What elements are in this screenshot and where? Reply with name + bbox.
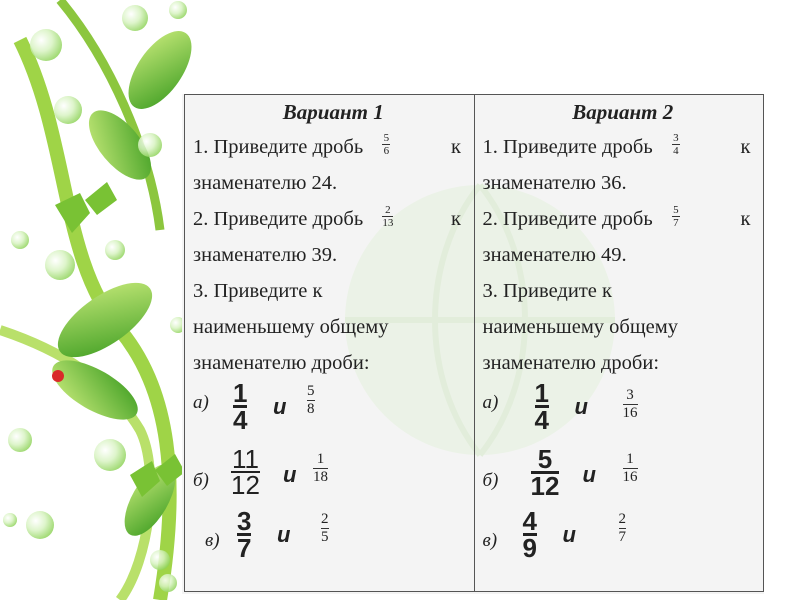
v2-item-b-conj: и [582, 462, 596, 487]
denominator: 7 [237, 533, 252, 563]
v1-task3-line3: знаменателю дроби: [193, 352, 370, 374]
numerator: 2 [618, 511, 626, 527]
v1-item-c-frac2 [321, 511, 329, 546]
denominator: 18 [313, 469, 328, 485]
v1-item-b-frac2 [313, 451, 328, 486]
v2-item-b-label: б) [482, 470, 499, 491]
v2-item-c-frac1 [522, 506, 537, 563]
denominator: 13 [382, 216, 394, 229]
numerator: 1 [233, 378, 248, 408]
numerator: 1 [316, 451, 325, 467]
v2-task1-cont: знаменателю 36. [482, 172, 627, 194]
v1-item-c-frac1 [237, 506, 252, 563]
v1-item-c-conj: и [277, 522, 291, 547]
v2-item-b-frac1 [530, 444, 560, 501]
v2-task3-line1: 3. Приведите к [482, 280, 612, 302]
denominator: 4 [673, 144, 679, 157]
v2-item-b-frac2 [623, 451, 638, 486]
numerator: 11 [231, 444, 259, 474]
v1-item-a-frac1 [233, 378, 248, 435]
denominator: 7 [618, 529, 626, 545]
v2-task2-text: 2. Приведите дробь [482, 208, 653, 230]
v2-item-c-frac2 [619, 511, 627, 546]
numerator: 5 [383, 131, 390, 144]
numerator: 5 [307, 383, 315, 399]
v1-task1-cont: знаменателю 24. [193, 172, 338, 194]
numerator: 2 [385, 203, 391, 216]
v1-item-b-frac1 [231, 444, 260, 500]
v1-task2-text: 2. Приведите дробь [193, 208, 364, 230]
v1-task2-k: к [451, 208, 461, 230]
numerator: 5 [673, 203, 679, 216]
v1-task2-fraction [382, 204, 393, 229]
v1-item-b-conj: и [283, 462, 297, 487]
v1-task1-text: 1. Приведите дробь [193, 136, 364, 158]
numerator: 2 [321, 511, 329, 527]
v2-task1-text: 1. Приведите дробь [482, 136, 653, 158]
v1-item-b-label: б) [193, 470, 209, 491]
v2-task1-fraction [672, 132, 680, 157]
variant1-cell [185, 95, 475, 592]
numerator: 4 [522, 506, 537, 536]
v2-item-a-frac2 [623, 387, 638, 422]
v2-task2-k: к [740, 208, 751, 230]
numerator: 3 [237, 506, 252, 536]
v1-task2-cont: знаменателю 39. [193, 244, 338, 266]
v2-task3-line2: наименьшему общему [482, 316, 678, 338]
variant2-cell [474, 95, 764, 592]
variant1-title: Вариант 1 [282, 100, 384, 124]
denominator: 12 [530, 471, 560, 501]
v1-item-a-label: а) [193, 392, 209, 413]
v1-task1-k: к [451, 136, 461, 158]
v2-task1-k: к [740, 136, 751, 158]
v1-item-c-label: в) [205, 530, 220, 551]
v1-item-a-frac2 [307, 383, 315, 418]
v2-item-a-frac1 [534, 378, 549, 435]
numerator: 1 [534, 378, 549, 408]
denominator: 4 [233, 405, 248, 435]
v1-item-a-conj: и [273, 394, 287, 419]
numerator: 3 [673, 131, 679, 144]
v2-item-c-label: в) [482, 530, 498, 551]
v2-item-a-conj: и [574, 394, 588, 419]
v1-task1-fraction [382, 132, 390, 157]
denominator: 16 [622, 469, 638, 485]
denominator: 6 [383, 144, 390, 157]
denominator: 16 [622, 405, 638, 421]
denominator: 8 [307, 401, 315, 417]
v2-task3-line3: знаменателю дроби: [482, 352, 660, 374]
numerator: 1 [626, 451, 634, 467]
v2-task2-fraction [672, 204, 680, 229]
v2-item-c-conj: и [562, 522, 576, 547]
denominator: 9 [522, 533, 537, 563]
v1-task3-line2: наименьшему общему [193, 316, 389, 338]
variants-table [184, 94, 764, 592]
denominator: 5 [321, 529, 329, 545]
v1-task3-line1: 3. Приведите к [193, 280, 323, 302]
denominator: 4 [534, 405, 549, 435]
v2-task2-cont: знаменателю 49. [482, 244, 627, 266]
denominator: 12 [231, 470, 260, 500]
variant2-title: Вариант 2 [572, 100, 674, 124]
numerator: 3 [626, 387, 634, 403]
denominator: 7 [673, 216, 679, 229]
numerator: 5 [537, 444, 553, 474]
v2-item-a-label: а) [482, 392, 499, 413]
